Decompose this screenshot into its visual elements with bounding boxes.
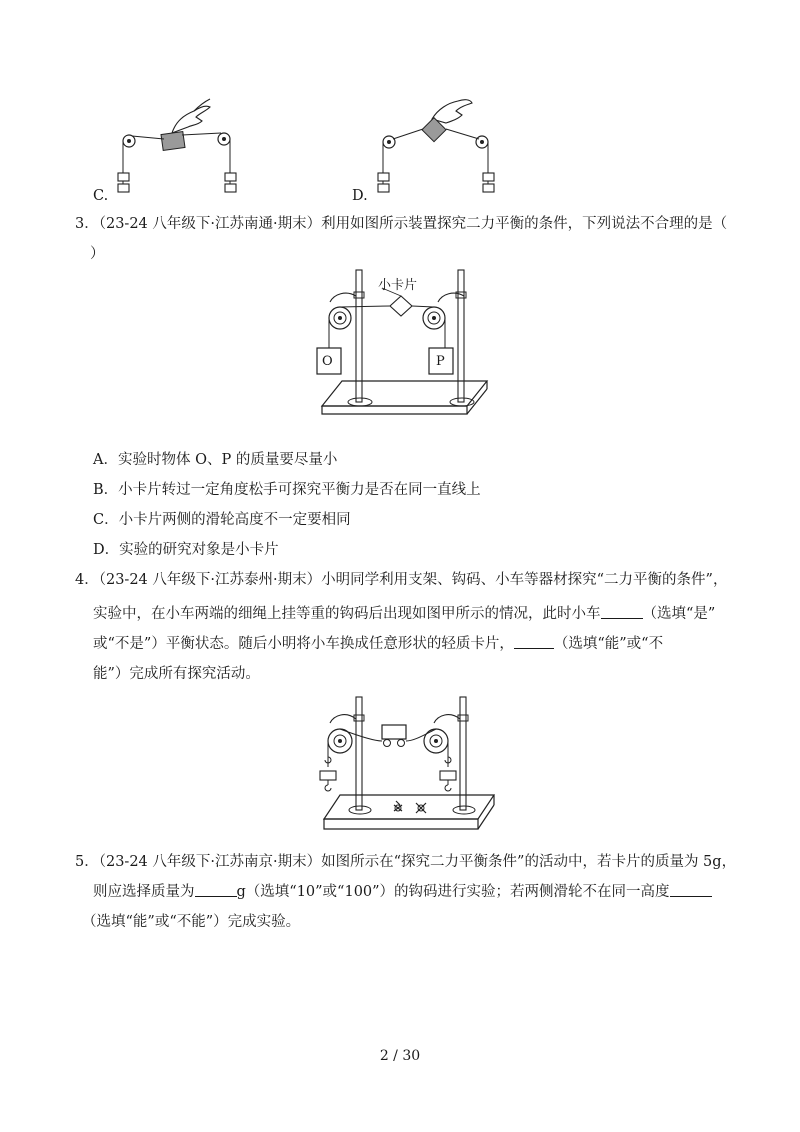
question-number: 5． xyxy=(75,854,99,870)
small-card-label: 小卡片 xyxy=(378,278,418,293)
option-d-label: D. xyxy=(352,188,368,204)
weight-o-label: O xyxy=(322,354,333,369)
answer-blank[interactable] xyxy=(670,882,712,897)
question-source: （23-24 八年级下·江苏泰州·期末） xyxy=(98,572,322,588)
option-b: B．小卡片转过一定角度松手可探究平衡力是否在同一直线上 xyxy=(93,482,481,498)
question-4-line1 xyxy=(75,570,727,590)
question-4-line3 xyxy=(93,634,663,654)
question-4-figure xyxy=(316,695,496,837)
question-source: （23-24 八年级下·江苏南通·期末） xyxy=(98,216,322,232)
option-d: D．实验的研究对象是小卡片 xyxy=(93,542,279,558)
answer-blank[interactable] xyxy=(195,882,237,897)
question-5-line1 xyxy=(75,852,736,872)
option-c-label: C. xyxy=(93,188,109,204)
question-4-line4: 能”）完成所有探究活动。 xyxy=(93,666,260,682)
question-text: （选填“是” xyxy=(642,606,716,622)
question-text: 或“不是”）平衡状态。随后小明将小车换成任意形状的轻质卡片， xyxy=(93,636,514,652)
question-number: 3． xyxy=(75,216,99,232)
question-4-line2 xyxy=(93,604,715,624)
question-number: 4． xyxy=(75,572,99,588)
question-text: （选填“能”或“不 xyxy=(553,636,664,652)
option-c-figure xyxy=(110,95,250,200)
option-c: C．小卡片两侧的滑轮高度不一定要相同 xyxy=(93,512,351,528)
question-text: 则应选择质量为 xyxy=(93,884,195,900)
page-number: 2 / 30 xyxy=(379,1048,421,1064)
answer-blank[interactable] xyxy=(514,634,554,649)
question-text: g（选填“10”或“100”）的钩码进行实验；若两侧滑轮不在同一高度 xyxy=(236,884,670,900)
option-d-figure xyxy=(372,95,512,200)
question-text: 小明同学利用支架、钩码、小车等器材探究“二力平衡的条件”， xyxy=(321,572,728,588)
question-5-line3: （选填“能”或“不能”）完成实验。 xyxy=(82,914,301,930)
weight-p-label: P xyxy=(436,354,445,369)
option-a: A．实验时物体 O、P 的质量要尽量小 xyxy=(93,452,338,468)
question-source: （23-24 八年级下·江苏南京·期末） xyxy=(98,854,322,870)
question-text: 如图所示在“探究二力平衡条件”的活动中，若卡片的质量为 5g， xyxy=(321,854,737,870)
question-5-line2 xyxy=(93,882,712,902)
question-3-stem-end: ） xyxy=(90,246,105,262)
question-text: 实验中，在小车两端的细绳上挂等重的钩码后出现如图甲所示的情况，此时小车 xyxy=(93,606,601,622)
question-3-stem xyxy=(75,214,727,234)
question-text: 利用如图所示装置探究二力平衡的条件，下列说法不合理的是（ xyxy=(321,216,728,232)
answer-blank[interactable] xyxy=(601,604,643,619)
